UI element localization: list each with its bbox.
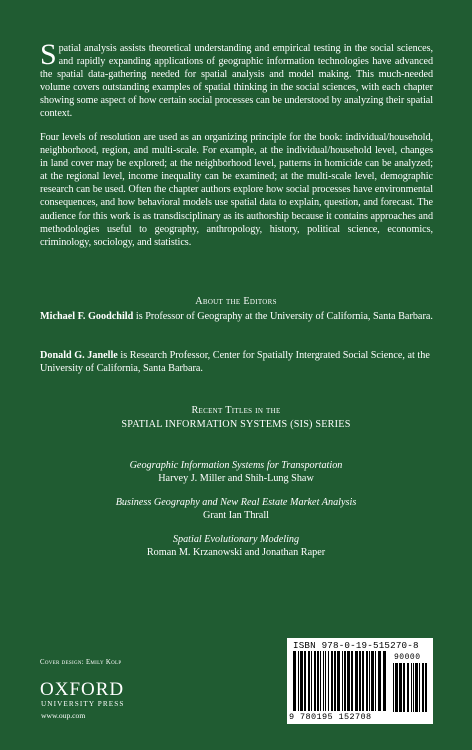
book-authors: Harvey J. Miller and Shih-Lung Shaw	[158, 472, 314, 484]
editor-2-name: Donald G. Janelle	[40, 350, 118, 361]
addon-barcode-icon	[393, 663, 427, 712]
description-paragraph-2: Four levels of resolution are used as an organizing principle for the book: individual/household, neighborhood, region, and multi-scale. For example, at the individual/household level, changes in land cover may be explored; at the neighborhood level, patterns in homicide can be analyzed; at the regional level, income inequality can be examined; at the multi-scale level, demographic research can be used. Often the chapter authors explore how social processes have environmental consequences, and how behavioral models use spatial data to explain, question, and forecast. The audience for this work is as transdisciplinary as its authorship because it contains approaches and methodologies useful to geography, anthropology, history, political science, economics, criminology, sociology, and statistics.	[40, 132, 433, 248]
description-paragraph-1	[40, 38, 433, 121]
oxford-logo: OXFORD	[40, 679, 125, 700]
about-editors-heading: About the Editors	[195, 296, 277, 307]
drop-cap: S	[40, 38, 57, 71]
book-title: Geographic Information Systems for Transportation	[129, 460, 343, 471]
recent-titles-header	[0, 404, 472, 431]
editor-1-name: Michael F. Goodchild	[40, 311, 134, 322]
book-title: Spatial Evolutionary Modeling	[172, 534, 300, 545]
isbn-barcode	[287, 638, 433, 724]
price-code: 90000	[394, 653, 421, 662]
series-title: SPATIAL INFORMATION SYSTEMS (SIS) SERIES	[121, 418, 351, 430]
ean-number: 9 780195 152708	[289, 712, 372, 722]
oup-subtitle: UNIVERSITY PRESS	[41, 700, 125, 708]
editor-2-text: is Research Professor, Center for Spatially Intergrated Social Science, at the University of California, Santa Barbara.	[40, 350, 430, 375]
editor-1-text: is Professor of Geography at the University of California, Santa Barbara.	[133, 311, 433, 322]
isbn-number: ISBN 978-0-19-515270-8	[293, 640, 419, 651]
recent-book-1	[0, 460, 472, 486]
recent-book-2	[0, 497, 472, 523]
cover-design-credit: Cover design: Emily Kolp	[40, 659, 122, 666]
book-title: Business Geography and New Real Estate Market Analysis	[115, 497, 357, 508]
recent-book-3	[0, 534, 472, 560]
publisher-url: www.oup.com	[41, 711, 86, 720]
ean-barcode-icon	[293, 651, 389, 711]
editor-bio-1	[40, 310, 433, 323]
book-authors: Grant Ian Thrall	[202, 509, 269, 521]
recent-titles-heading: Recent Titles in the	[191, 405, 281, 416]
paragraph-1-text: patial analysis assists theoretical understanding and empirical testing in the social sciences, and rapidly expanding applications of geographic information technologies have advanced the spatial data-gathering needed for spatial analysis and model making. This much-needed volume covers outstanding examples of spatial thinking in the social sciences, with each chapter showing some aspect of how certain social processes can be understood by analyzing their spatial context.	[40, 43, 433, 120]
editor-bio-2	[40, 349, 433, 375]
book-authors: Roman M. Krzanowski and Jonathan Raper	[146, 546, 326, 558]
